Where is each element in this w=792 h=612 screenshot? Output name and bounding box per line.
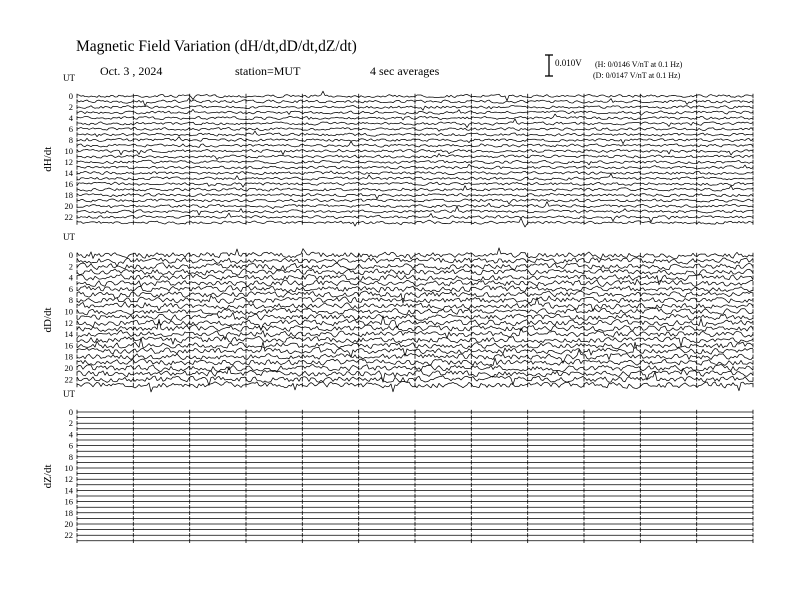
dddt-hour-label: 18	[64, 351, 73, 362]
dzdt-ut-label: UT	[63, 389, 75, 399]
dzdt-hour-label: 16	[64, 496, 73, 507]
dddt-hour-label: 14	[64, 329, 73, 340]
dddt-ylabel: dD/dt	[42, 307, 54, 333]
dhdt-hour-label: 4	[68, 113, 73, 123]
dhdt-ut-label: UT	[63, 73, 75, 83]
dhdt-hour-label: 6	[68, 124, 73, 134]
dddt-hour-label: 8	[68, 295, 73, 306]
dzdt-hour-label: 22	[64, 530, 73, 541]
dddt-hour-label: 16	[64, 340, 73, 351]
dhdt-hour-label: 18	[64, 190, 73, 200]
dddt-hour-label: 22	[64, 374, 73, 385]
dddt-hour-label: 6	[68, 283, 73, 294]
dzdt-ylabel: dZ/dt	[42, 464, 54, 489]
dddt-hour-label: 0	[68, 250, 73, 260]
dhdt-hour-label: 2	[68, 102, 73, 112]
dhdt-hour-label: 16	[64, 179, 73, 189]
dzdt-hour-label: 14	[64, 485, 73, 496]
dddt-hour-label: 2	[68, 261, 73, 272]
dzdt-hour-label: 6	[68, 440, 73, 451]
date-label: Oct. 3 , 2024	[100, 64, 163, 78]
dhdt-hour-label: 10	[64, 146, 73, 156]
dhdt-ylabel: dH/dt	[42, 146, 54, 172]
dzdt-hour-label: 12	[64, 474, 73, 485]
scale-h-sensitivity: (H: 0/0146 V/nT at 0.1 Hz)	[595, 60, 683, 69]
dzdt-hour-label: 18	[64, 507, 73, 518]
station-label: station=MUT	[235, 64, 301, 78]
dddt-hour-label: 4	[68, 272, 73, 283]
dhdt-hour-label: 0	[68, 91, 73, 101]
dhdt-hour-label: 14	[64, 168, 73, 178]
dhdt-hour-label: 8	[68, 135, 73, 145]
dzdt-hour-label: 0	[68, 407, 73, 417]
dddt-ut-label: UT	[63, 232, 75, 242]
dzdt-hour-label: 10	[64, 463, 73, 473]
dzdt-hour-label: 20	[64, 519, 73, 529]
dzdt-hour-label: 8	[68, 451, 73, 462]
page-title: Magnetic Field Variation (dH/dt,dD/dt,dZ/dt)	[76, 38, 357, 55]
dhdt-hour-label: 22	[64, 212, 73, 222]
dddt-hour-label: 12	[64, 317, 73, 328]
dhdt-hour-label: 20	[64, 201, 73, 211]
dhdt-hour-label: 12	[64, 157, 73, 167]
averaging-label: 4 sec averages	[370, 64, 440, 78]
dzdt-hour-label: 4	[68, 429, 73, 440]
dzdt-hour-label: 2	[68, 418, 73, 429]
dddt-hour-label: 10	[64, 306, 73, 317]
dddt-hour-label: 20	[64, 363, 73, 373]
scale-value: 0.010V	[555, 58, 582, 68]
scale-d-sensitivity: (D: 0/0147 V/nT at 0.1 Hz)	[593, 71, 681, 80]
